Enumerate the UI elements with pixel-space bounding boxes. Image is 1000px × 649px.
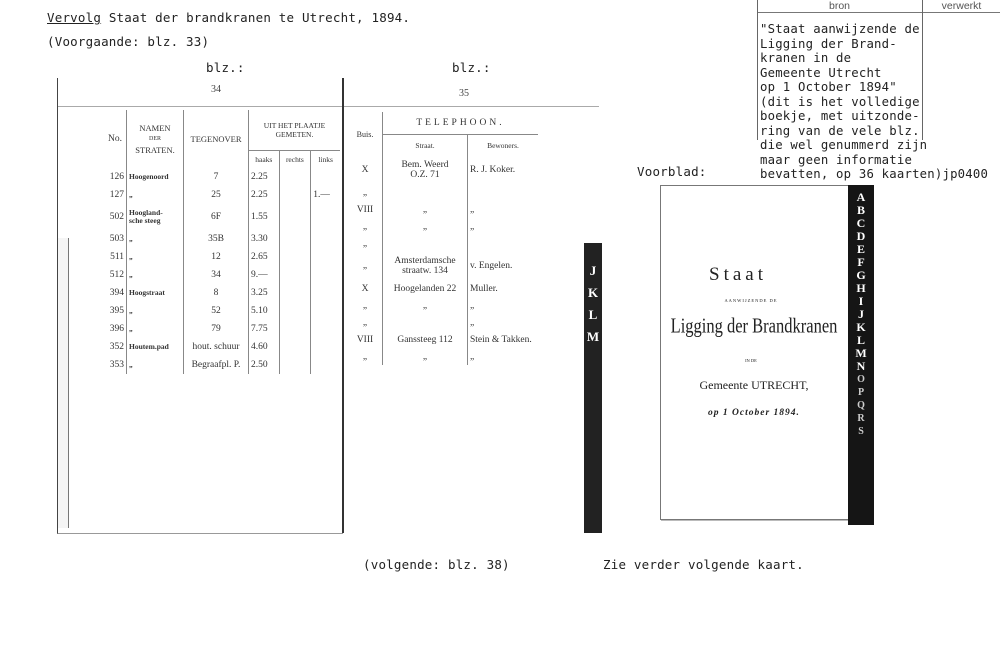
cell-haaks: 4.60 (249, 338, 280, 356)
cell-buis: „ (348, 252, 383, 280)
cover-tab-letter: R (857, 413, 865, 424)
cell-straat: Amsterdamsche straatw. 134 (383, 252, 468, 280)
cover-tab-letter: J (858, 307, 864, 321)
cell-links (311, 248, 340, 266)
cell-straat: Bem. Weerd O.Z. 71 (383, 156, 468, 184)
cover-tab-letter: D (856, 229, 866, 243)
source-description: "Staat aanwijzende de Ligging der Brand- kranen in de Gemeente Utrecht op 1 October 1894" (dit is het volledige boekje, met uitzonde- ring van de vele blz. die wel genummerd zijn maar geen informatie bevatten, op 36 kaarten)jp0400 (760, 22, 989, 181)
cover-tab-letter: I (858, 294, 864, 308)
table-row (104, 266, 340, 284)
side-tab-letter: L (588, 307, 598, 322)
cover-tab-letter: A (856, 190, 866, 204)
cell-haaks: 9.— (249, 266, 280, 284)
table-row (104, 302, 340, 320)
col-haaks: haaks (249, 150, 280, 168)
col-no: No. (104, 110, 127, 168)
cell-straat: „ (383, 348, 468, 365)
cell-no: 126 (104, 168, 127, 186)
left-page (57, 78, 343, 534)
cell-buis: „ (348, 218, 383, 235)
cell-bewoners: Stein & Takken. (470, 334, 532, 345)
cover-tab-letter: S (858, 426, 864, 437)
cell-rechts (279, 204, 311, 230)
table-row (104, 230, 340, 248)
cell-naam: „ (127, 230, 184, 248)
table-row (104, 168, 340, 186)
cell-rechts (279, 302, 311, 320)
cell-buis: VIII (348, 331, 383, 348)
cell-tegenover: 8 (184, 284, 249, 302)
cover-tab-letter: C (856, 216, 866, 230)
cell-links (311, 168, 340, 186)
cover-subtitle-small: AANWIJZENDE DE (724, 298, 778, 303)
cell-rechts (279, 356, 311, 374)
cell-buis: X (348, 280, 383, 297)
table-row (104, 248, 340, 266)
cell-tegenover: 52 (184, 302, 249, 320)
cell-buis: „ (348, 184, 383, 201)
table-row (348, 331, 538, 348)
side-tab-letter: K (587, 285, 599, 300)
cell-no: 396 (104, 320, 127, 338)
cell-links (311, 266, 340, 284)
cell-bewoners: „ (470, 351, 475, 362)
cell-bewoners: Muller. (470, 283, 498, 294)
cell-haaks: 2.25 (249, 168, 280, 186)
cell-rechts (279, 266, 311, 284)
cell-rechts (279, 168, 311, 186)
cover-tab-letter: B (856, 203, 865, 217)
cell-bewoners: „ (470, 204, 475, 215)
cover-in-de: IN DE (745, 358, 757, 363)
next-page-ref: (volgende: blz. 38) (363, 557, 510, 572)
cell-links (311, 204, 340, 230)
cover-tab-letter: O (857, 374, 865, 385)
table-row (348, 252, 538, 280)
cell-no: 395 (104, 302, 127, 320)
cell-links (311, 284, 340, 302)
cell-buis: VIII (348, 201, 383, 218)
cell-buis: „ (348, 235, 383, 252)
cell-no: 127 (104, 186, 127, 204)
table-row (104, 356, 340, 374)
cell-haaks: 3.30 (249, 230, 280, 248)
see-next-card-note: Zie verder volgende kaart. (603, 557, 804, 572)
table-row (104, 284, 340, 302)
cover-tab-letter: F (857, 255, 865, 269)
cell-rechts (279, 248, 311, 266)
cell-haaks: 7.75 (249, 320, 280, 338)
table-row (348, 218, 538, 235)
cell-straat (383, 314, 468, 331)
cover-tab-letter: G (856, 268, 866, 282)
cell-rechts (279, 284, 311, 302)
cell-no: 502 (104, 204, 127, 230)
cell-naam: „ (127, 320, 184, 338)
open-book-photo (57, 78, 617, 538)
cell-straat: „ (383, 201, 468, 218)
cell-naam: Hoogstraat (127, 284, 184, 302)
cell-straat: „ (383, 297, 468, 314)
cover-tab-letter: N (856, 359, 866, 373)
cell-rechts (279, 230, 311, 248)
title-text: Staat der brandkranen te Utrecht, 1894. (101, 10, 411, 25)
cell-straat (383, 184, 468, 201)
col-rechts: rechts (279, 150, 311, 168)
table-row (348, 348, 538, 365)
cell-no: 353 (104, 356, 127, 374)
cover-tab-letter: L (856, 333, 865, 347)
cell-bewoners: „ (470, 300, 475, 311)
table-row (104, 204, 340, 230)
col-links: links (318, 154, 333, 164)
table-row (348, 235, 538, 252)
right-ledger-table (348, 112, 538, 365)
cell-tegenover: 7 (184, 168, 249, 186)
page-number-left: 34 (211, 84, 221, 95)
cell-tegenover: 6F (184, 204, 249, 230)
left-ledger-table (104, 110, 340, 374)
cell-links (311, 230, 340, 248)
cover-tab-letter: K (856, 320, 866, 334)
table-row (348, 201, 538, 218)
cell-links: 1.— (313, 190, 330, 200)
col-uit-het-plaatje: UIT HET PLAATJE GEMETEN. (249, 110, 341, 150)
cell-tegenover: 79 (184, 320, 249, 338)
cell-no: 503 (104, 230, 127, 248)
cell-haaks: 2.50 (249, 356, 280, 374)
table-row (348, 280, 538, 297)
col-straat: Straat. (383, 134, 468, 156)
cell-tegenover: Begraafpl. P. (184, 356, 249, 374)
cell-bewoners (468, 235, 539, 252)
table-row (348, 314, 538, 331)
side-tab-letter: J (589, 263, 597, 278)
processed-col-header: verwerkt (941, 0, 982, 12)
cell-straat (383, 235, 468, 252)
cell-tegenover: hout. schuur (184, 338, 249, 356)
cell-links (311, 320, 340, 338)
cell-rechts (279, 338, 311, 356)
cover-gemeente: Gemeente UTRECHT, (699, 378, 809, 392)
side-tab-letter: M (586, 329, 600, 344)
source-box (757, 0, 1000, 185)
blz-label-left: blz.: (206, 60, 245, 75)
cell-tegenover: 35B (184, 230, 249, 248)
blz-label-right: blz.: (452, 60, 491, 75)
cover-tab-letter: E (856, 242, 865, 256)
cell-straat: Hoogelanden 22 (383, 280, 468, 297)
right-page (342, 78, 599, 533)
cell-no: 394 (104, 284, 127, 302)
cell-naam: Hoogland- sche steeg (127, 204, 184, 230)
cell-naam: Houtem.pad (127, 338, 184, 356)
source-col-header: bron (828, 0, 850, 12)
cell-tegenover: 12 (184, 248, 249, 266)
cell-haaks: 1.55 (249, 204, 280, 230)
voorblad-label: Voorblad: (637, 164, 707, 179)
cell-no: 511 (104, 248, 127, 266)
cell-naam: „ (127, 266, 184, 284)
document-title (47, 10, 410, 25)
cell-no: 352 (104, 338, 127, 356)
cell-buis: „ (348, 348, 383, 365)
cell-buis: X (348, 156, 383, 184)
cover-tab-letter: M (855, 346, 867, 360)
cell-naam: „ (127, 248, 184, 266)
cell-naam: „ (127, 186, 184, 204)
cell-buis: „ (348, 297, 383, 314)
col-tegenover: TEGENOVER (184, 110, 249, 168)
cover-title-staat: Staat (709, 264, 767, 285)
cover-tab-letter: P (857, 387, 865, 398)
cell-bewoners: „ (470, 317, 475, 328)
col-namen: NAMEN DER STRATEN. (127, 110, 184, 168)
table-row (348, 156, 538, 184)
table-row (104, 186, 340, 204)
page-number-right: 35 (459, 88, 469, 99)
cell-bewoners: „ (470, 221, 475, 232)
cell-straat: „ (383, 218, 468, 235)
col-telephoon: TELEPHOON. (383, 112, 539, 134)
cell-haaks: 2.65 (249, 248, 280, 266)
cover-title-main: Ligging der Brandkranen (670, 313, 838, 338)
cell-tegenover: 25 (184, 186, 249, 204)
col-buis: Buis. (348, 112, 383, 156)
table-row (348, 297, 538, 314)
cell-no: 512 (104, 266, 127, 284)
cell-bewoners: R. J. Koker. (470, 165, 516, 175)
book-cover-photo (660, 185, 862, 520)
cell-straat: Ganssteeg 112 (383, 331, 468, 348)
cell-buis: „ (348, 314, 383, 331)
cover-tab-letter: Q (857, 400, 865, 411)
cell-links (311, 356, 340, 374)
cell-bewoners: v. Engelen. (470, 261, 513, 271)
cell-haaks: 3.25 (249, 284, 280, 302)
cover-index-tabs (848, 185, 874, 525)
col-bewoners: Bewoners. (487, 140, 519, 150)
cell-tegenover: 34 (184, 266, 249, 284)
cell-links (311, 302, 340, 320)
table-row (104, 338, 340, 356)
cell-rechts (279, 186, 311, 204)
cell-naam: Hoogenoord (127, 168, 184, 186)
table-row (348, 184, 538, 201)
cell-naam: „ (127, 302, 184, 320)
table-row (104, 320, 340, 338)
cell-haaks: 5.10 (249, 302, 280, 320)
cell-links (311, 338, 340, 356)
cover-date: op 1 October 1894. (708, 408, 800, 418)
cover-tab-letter: H (856, 281, 866, 295)
cell-bewoners (468, 184, 539, 201)
cell-haaks: 2.25 (249, 186, 280, 204)
title-prefix: Vervolg (47, 10, 102, 25)
cell-rechts (279, 320, 311, 338)
cell-naam: „ (127, 356, 184, 374)
previous-page-ref: (Voorgaande: blz. 33) (47, 34, 210, 49)
